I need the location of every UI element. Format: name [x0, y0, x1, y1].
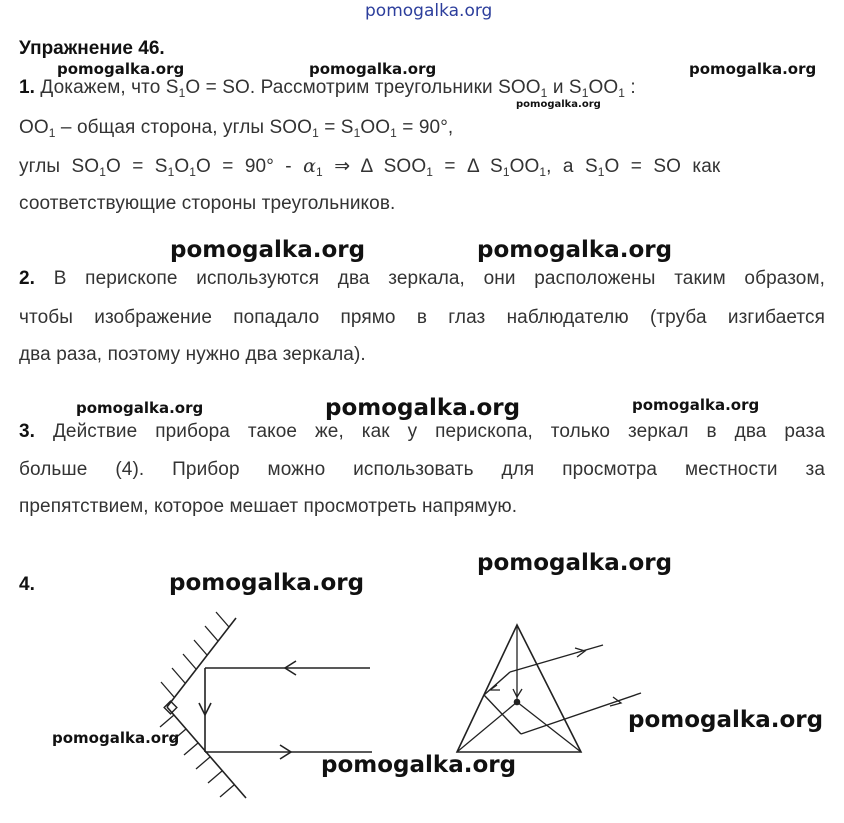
subscript: 1: [502, 165, 510, 179]
text: Докажем, что S: [35, 77, 179, 98]
text: = 90°,: [396, 117, 454, 138]
watermark: pomogalka.org: [309, 60, 437, 78]
watermark: pomogalka.org: [325, 395, 521, 421]
p3-line3: препятствием, которое мешает просмотреть напрямую.: [19, 496, 518, 517]
text: OO: [588, 77, 619, 98]
p3-line2: больше (4). Прибор можно использовать для просмотра местности за: [19, 459, 825, 480]
text: O = SO как: [604, 156, 721, 177]
p3-number: 3.: [19, 421, 36, 442]
text: ⇒ Δ SOO: [322, 156, 427, 177]
text: – общая сторона, углы SOO: [55, 117, 313, 138]
text: OO: [509, 156, 540, 177]
watermark: pomogalka.org: [477, 237, 673, 263]
watermark: pomogalka.org: [76, 399, 204, 417]
text: :: [625, 77, 636, 98]
text: O = SO. Рассмотрим треугольники SOO: [185, 77, 541, 98]
p4-number: 4.: [19, 574, 36, 595]
subscript: 1: [189, 165, 197, 179]
text: = Δ S: [432, 156, 503, 177]
subscript: 1: [618, 86, 626, 100]
watermark: pomogalka.org: [632, 396, 760, 414]
upper-mirror: [167, 618, 236, 707]
site-header[interactable]: pomogalka.org: [365, 1, 493, 21]
watermark: pomogalka.org: [169, 570, 365, 596]
p1-number: 1.: [19, 77, 36, 98]
watermark: pomogalka.org: [170, 237, 366, 263]
text: OO: [360, 117, 391, 138]
p2-line3: два раза, поэтому нужно два зеркала).: [19, 344, 366, 365]
text: O: [174, 156, 190, 177]
subscript: 1: [312, 126, 319, 140]
subscript: 1: [316, 165, 323, 179]
watermark: pomogalka.org: [477, 550, 673, 576]
subscript: 1: [178, 86, 186, 100]
watermark: pomogalka.org: [321, 752, 517, 778]
text: O = S: [105, 156, 168, 177]
subscript: 1: [167, 165, 175, 179]
watermark: pomogalka.org: [57, 60, 185, 78]
text: O = 90° -: [196, 156, 304, 177]
text: = S: [318, 117, 354, 138]
p2-line2: чтобы изображение попадало прямо в глаз наблюдателю (труба изгибается: [19, 307, 825, 328]
subscript: 1: [539, 165, 547, 179]
text: углы SO: [19, 156, 100, 177]
triangle: [457, 625, 581, 752]
subscript: 1: [390, 126, 397, 140]
subscript: 1: [597, 165, 605, 179]
p2-number: 2.: [19, 268, 36, 289]
p1-line4: соответствующие стороны треугольников.: [19, 193, 396, 214]
watermark: pomogalka.org: [52, 729, 180, 747]
exercise-title: Упражнение 46.: [19, 38, 165, 59]
text: Действие прибора такое же, как у перископа, только зеркал в два раза: [35, 421, 825, 442]
subscript: 1: [540, 86, 548, 100]
mirror-hatching: [160, 612, 234, 797]
watermark: pomogalka.org: [628, 707, 824, 733]
watermark: pomogalka.org: [516, 99, 601, 110]
text: OO: [19, 117, 49, 138]
subscript: 1: [353, 126, 361, 140]
subscript: 1: [99, 165, 106, 179]
text: и S: [547, 77, 582, 98]
text: , а S: [546, 156, 598, 177]
text: В перископе используются два зеркала, они расположены таким образом,: [35, 268, 825, 289]
triangle-reflector-diagram: [457, 625, 641, 752]
alpha-symbol: α: [303, 155, 317, 177]
subscript: 1: [581, 86, 589, 100]
subscript: 1: [426, 165, 433, 179]
subscript: 1: [48, 126, 56, 140]
watermark: pomogalka.org: [689, 60, 817, 78]
